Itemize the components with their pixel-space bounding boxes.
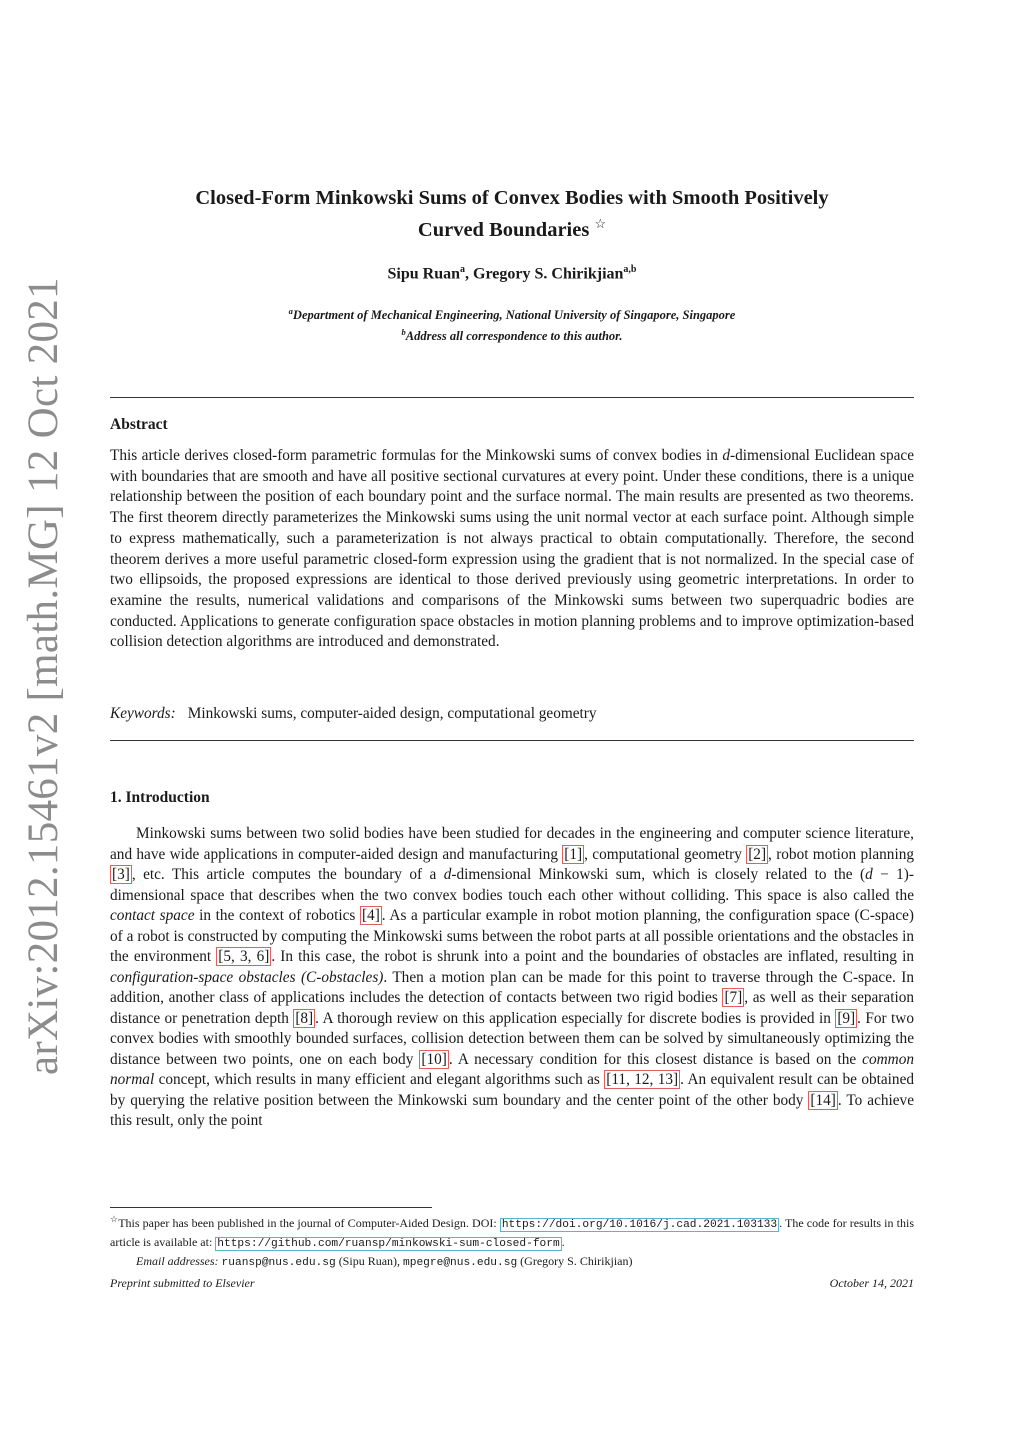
section-heading-introduction: 1. Introduction [110, 789, 210, 806]
author-separator: , [465, 265, 474, 283]
author-2-affil-mark: a,b [623, 264, 637, 275]
intro-text: , as well as their separation distance or penetration depth [110, 989, 914, 1027]
intro-text: . For two convex bodies with smoothly bounded surfaces, collision detection between them can be solved by simultaneously optimizing the distance between two points, one on each body [110, 1009, 915, 1068]
code-repository-link[interactable]: https://github.com/ruansp/minkowski-sum-closed-form [217, 1238, 560, 1250]
intro-text: . To achieve this result, only the point [110, 1091, 914, 1129]
citation-link[interactable]: [4] [361, 907, 380, 924]
keywords [110, 705, 914, 723]
intro-text: -dimensional Minkowski sum, which is closely related to the ( [451, 866, 866, 883]
abstract-text-1: This article derives closed-form parametric formulas for the Minkowski sums of convex bodies in [110, 447, 723, 464]
citation-link[interactable]: [5, 3, 6] [218, 948, 270, 965]
math-d: d [443, 866, 452, 883]
intro-text: − 1)-dimensional space that describes when the two convex bodies touch each other without colliding. This space is also called the [110, 866, 914, 904]
footnote-star-mark: ☆ [110, 1214, 119, 1224]
title-line-2: Curved Boundaries [417, 218, 590, 241]
intro-emphasis: configuration-space obstacles (C-obstacles) [110, 968, 384, 986]
intro-text: in the context of robotics [194, 907, 360, 924]
title-line-1: Closed-Form Minkowski Sums of Convex Bodies with Smooth Positively [195, 187, 829, 209]
citation-link[interactable]: [14] [810, 1091, 836, 1109]
citation-link[interactable]: [10] [421, 1050, 447, 1068]
intro-text: . A necessary condition for this closest distance is based on the [448, 1050, 863, 1068]
intro-text: , etc. This article computes the boundary of a [131, 866, 444, 883]
footnote-rule [110, 1207, 432, 1208]
email-link-chirikjian[interactable]: mpegre@nus.edu.sg [403, 1257, 518, 1269]
citation-link[interactable]: [8] [295, 1009, 314, 1027]
intro-text: , computational geometry [584, 845, 747, 863]
keywords-label: Keywords: [110, 705, 176, 722]
title-star-footnote-mark[interactable]: ☆ [594, 216, 607, 231]
footnote [110, 1211, 914, 1272]
affiliations [110, 303, 914, 345]
author-1: Sipu Ruan [387, 265, 461, 283]
intro-emphasis: common normal [110, 1050, 914, 1088]
email-link-ruan[interactable]: ruansp@nus.edu.sg [221, 1257, 336, 1269]
paper-title [110, 186, 914, 243]
intro-text: . An equivalent result can be obtained by querying the relative position between the Minkowski sum boundary and the center point of the other body [110, 1071, 915, 1109]
footnote-text: . The code for results in this article is available at: [110, 1216, 914, 1249]
abstract-top-rule [110, 397, 914, 398]
intro-text: . A thorough review on this application especially for discrete bodies is provided in [315, 1009, 836, 1027]
citation-link[interactable]: [7] [724, 989, 743, 1006]
citation-link[interactable]: [9] [837, 1009, 856, 1027]
intro-text: , robot motion planning [768, 845, 914, 863]
footnote-text: . [561, 1235, 565, 1249]
email-label: Email addresses: [136, 1254, 219, 1268]
footnote-text: This paper has been published in the journal of Computer-Aided Design. DOI: [118, 1216, 500, 1230]
affil-b-mark: b [401, 327, 406, 338]
intro-text: . As a particular example in robot motion planning, the configuration space (C-space) of a robot is constructed by computing the Minkowski sums between the robot parts at all possible orientations and the obstacles in the environment [110, 907, 915, 965]
author-list [110, 264, 914, 283]
affil-b: Address all correspondence to this author. [405, 329, 623, 344]
intro-text: Minkowski sums between two solid bodies have been studied for decades in the engineering and computer science literature, and have wide applications in computer-aided design and manufacturing [110, 825, 914, 863]
abstract-math-d: d [722, 447, 731, 464]
intro-text: concept, which results in many efficient and elegant algorithms such as [154, 1071, 605, 1088]
citation-link[interactable]: [2] [748, 845, 767, 863]
abstract-text-2: -dimensional Euclidean space with boundaries that are smooth and have all positive sectional curvatures at every point. Under these conditions, there is a unique relationship between the position of each boundary point and the surface normal. The main results are presented as two theorems. The first theorem directly parameterizes the Minkowski sums using the unit normal vector at each surface point. Although simple to express mathematically, such a parameterization is not always practical to obtain computationally. Therefore, the second theorem derives a more useful parametric closed-form expression using the gradient that is not normalized. In the special case of two ellipsoids, the proposed expressions are identical to those derived previously using geometric interpretations. In order to examine the results, numerical validations and comparisons of the Minkowski sums between two superquadric bodies are conducted. Applications to generate configuration space obstacles in motion planning problems and to improve optimization-based collision detection algorithms are introduced and demonstrated. [110, 447, 914, 651]
footnote-publication [110, 1211, 914, 1253]
citation-link[interactable]: [1] [564, 845, 583, 863]
doi-link[interactable]: https://doi.org/10.1016/j.cad.2021.103133 [501, 1219, 778, 1231]
intro-text: . In this case, the robot is shrunk into a point and the boundaries of obstacles are inflated, resulting in [271, 948, 914, 965]
affil-a-mark: a [288, 306, 293, 316]
math-d: d [865, 866, 873, 883]
introduction-paragraph [110, 824, 914, 1132]
preprint-date: October 14, 2021 [829, 1276, 914, 1290]
preprint-note: Preprint submitted to Elsevier [110, 1276, 255, 1290]
keywords-text: Minkowski sums, computer-aided design, computational geometry [187, 705, 597, 722]
intro-text: . Then a motion plan can be made for this point to traverse through the C-space. In addition, another class of applications includes the detection of contacts between two rigid bodies [110, 968, 914, 1006]
email-owner: (Gregory S. Chirikjian) [517, 1254, 633, 1268]
email-owner: (Sipu Ruan), [335, 1254, 404, 1268]
abstract-heading: Abstract [110, 416, 168, 433]
abstract-bottom-rule [110, 740, 914, 741]
author-1-affil-mark: a [460, 264, 466, 275]
author-2: Gregory S. Chirikjian [473, 265, 624, 283]
footnote-emails [110, 1253, 914, 1272]
abstract-body [110, 446, 914, 653]
affil-a: Department of Mechanical Engineering, National University of Singapore, Singapore [292, 308, 736, 323]
intro-emphasis: contact space [110, 907, 195, 924]
arxiv-side-stamp: arXiv:2012.15461v2 [math.MG] 12 Oct 2021 [20, 277, 67, 1075]
citation-link[interactable]: [11, 12, 13] [606, 1071, 679, 1088]
citation-link[interactable]: [3] [112, 866, 130, 883]
